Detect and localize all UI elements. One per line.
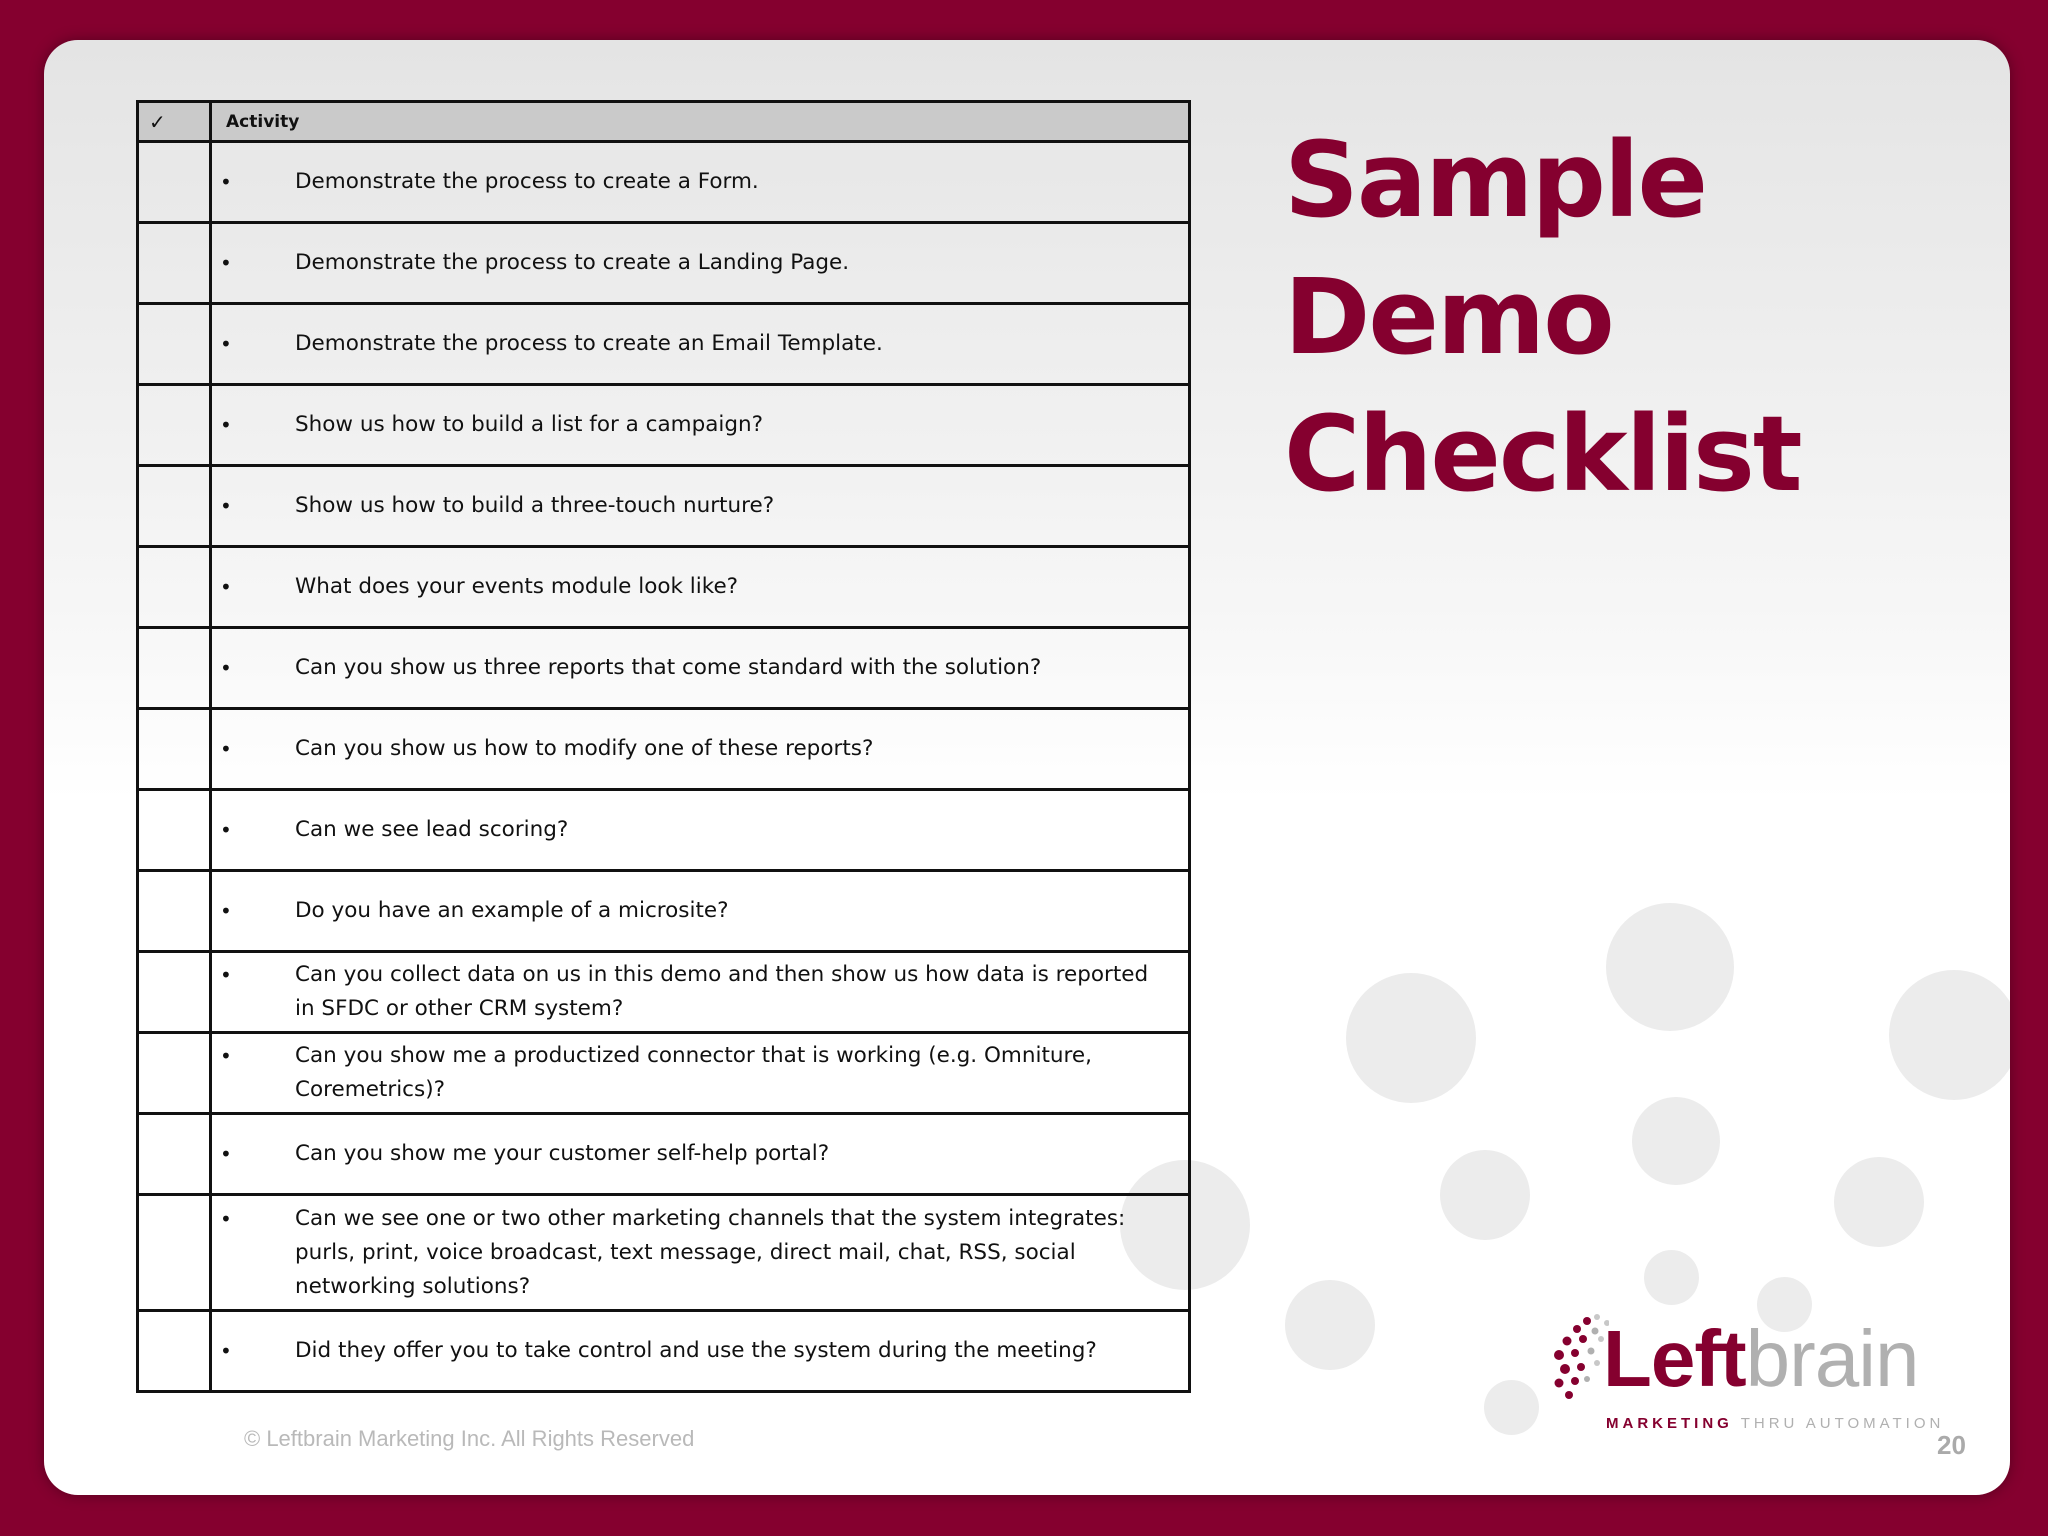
activity-text: Can we see one or two other marketing channels that the system integrates: purls, print, voice broadcast, text message, direct mail, chat, RSS, social networking solutions? bbox=[295, 1205, 1126, 1299]
bullet: • bbox=[220, 575, 232, 599]
leftbrain-logo bbox=[1549, 1305, 1945, 1475]
table-header-row bbox=[138, 102, 1190, 142]
decor-bubble bbox=[1834, 1157, 1924, 1247]
table-row bbox=[138, 304, 1190, 385]
checkbox-cell[interactable] bbox=[138, 385, 211, 466]
table-row bbox=[138, 547, 1190, 628]
bullet: • bbox=[220, 818, 232, 842]
bullet: • bbox=[220, 251, 232, 275]
logo-dots-icon bbox=[1549, 1305, 1609, 1415]
activity-text: Demonstrate the process to create a Landing Page. bbox=[295, 250, 850, 275]
activity-cell bbox=[211, 790, 1190, 871]
checkbox-cell[interactable] bbox=[138, 952, 211, 1033]
activity-text: Did they offer you to take control and use the system during the meeting? bbox=[295, 1338, 1097, 1363]
checkbox-cell[interactable] bbox=[138, 304, 211, 385]
table-row bbox=[138, 223, 1190, 304]
checkbox-cell[interactable] bbox=[138, 1114, 211, 1195]
table-row bbox=[138, 1114, 1190, 1195]
bullet: • bbox=[220, 656, 232, 680]
decor-bubble bbox=[1440, 1150, 1530, 1240]
slide bbox=[44, 40, 2010, 1495]
activity-cell bbox=[211, 871, 1190, 952]
activity-cell bbox=[211, 1195, 1190, 1311]
check-column-header: ✓ bbox=[138, 102, 211, 142]
decor-bubble bbox=[1285, 1280, 1375, 1370]
activity-text: Can you show me your customer self-help portal? bbox=[295, 1141, 830, 1166]
activity-cell bbox=[211, 304, 1190, 385]
copyright-text: © Leftbrain Marketing Inc. All Rights Reserved bbox=[244, 1426, 695, 1451]
activity-text: Can you show us how to modify one of these reports? bbox=[295, 736, 874, 761]
table-row bbox=[138, 385, 1190, 466]
slide-title bbox=[1284, 112, 1801, 523]
activity-column-header: Activity bbox=[211, 102, 1190, 142]
table-row bbox=[138, 871, 1190, 952]
table-row bbox=[138, 1195, 1190, 1311]
table-row bbox=[138, 1311, 1190, 1392]
decor-bubble bbox=[1889, 970, 2010, 1100]
table-row bbox=[138, 790, 1190, 871]
bullet: • bbox=[220, 963, 232, 987]
checkbox-cell[interactable] bbox=[138, 1195, 211, 1311]
activity-cell bbox=[211, 1033, 1190, 1114]
activity-cell bbox=[211, 142, 1190, 223]
table-row bbox=[138, 466, 1190, 547]
activity-text: Show us how to build a list for a campaign? bbox=[295, 412, 764, 437]
logo-tagline: MARKETING THRU AUTOMATION bbox=[1606, 1415, 1945, 1432]
bullet: • bbox=[220, 737, 232, 761]
bullet: • bbox=[220, 1044, 232, 1068]
table-row bbox=[138, 1033, 1190, 1114]
table-row bbox=[138, 142, 1190, 223]
activity-text: Demonstrate the process to create an Email Template. bbox=[295, 331, 883, 356]
decor-bubble bbox=[1484, 1380, 1539, 1435]
decor-bubble bbox=[1606, 903, 1734, 1031]
activity-cell bbox=[211, 466, 1190, 547]
decor-bubble bbox=[1346, 973, 1476, 1103]
bullet: • bbox=[220, 1142, 232, 1166]
checkbox-cell[interactable] bbox=[138, 466, 211, 547]
activity-text: Demonstrate the process to create a Form. bbox=[295, 169, 759, 194]
checkbox-cell[interactable] bbox=[138, 790, 211, 871]
title-line: Checklist bbox=[1284, 393, 1801, 515]
bullet: • bbox=[220, 332, 232, 356]
decor-bubble bbox=[1632, 1097, 1720, 1185]
checkbox-cell[interactable] bbox=[138, 871, 211, 952]
checklist-table bbox=[136, 100, 1191, 1393]
checkbox-cell[interactable] bbox=[138, 1033, 211, 1114]
activity-cell bbox=[211, 1114, 1190, 1195]
activity-cell bbox=[211, 547, 1190, 628]
checkbox-cell[interactable] bbox=[138, 142, 211, 223]
table-row bbox=[138, 952, 1190, 1033]
table-row bbox=[138, 709, 1190, 790]
checkbox-cell[interactable] bbox=[138, 628, 211, 709]
activity-cell bbox=[211, 1311, 1190, 1392]
title-line: Sample bbox=[1284, 119, 1707, 241]
checkbox-cell[interactable] bbox=[138, 709, 211, 790]
activity-text: What does your events module look like? bbox=[295, 574, 739, 599]
activity-cell bbox=[211, 709, 1190, 790]
activity-text: Can we see lead scoring? bbox=[295, 817, 569, 842]
activity-text: Can you show us three reports that come standard with the solution? bbox=[295, 655, 1042, 680]
activity-cell bbox=[211, 952, 1190, 1033]
activity-text: Can you collect data on us in this demo and then show us how data is reported in SFDC or other CRM system? bbox=[295, 962, 1149, 1021]
bullet: • bbox=[220, 899, 232, 923]
bullet: • bbox=[220, 1339, 232, 1363]
logo-wordmark: Leftbrain bbox=[1603, 1314, 1919, 1403]
title-line: Demo bbox=[1284, 256, 1613, 378]
bullet: • bbox=[220, 1206, 232, 1231]
bullet: • bbox=[220, 170, 232, 194]
activity-text: Do you have an example of a microsite? bbox=[295, 898, 729, 923]
activity-text: Can you show me a productized connector that is working (e.g. Omniture, Coremetrics)? bbox=[295, 1043, 1092, 1102]
bullet: • bbox=[220, 413, 232, 437]
checkbox-cell[interactable] bbox=[138, 1311, 211, 1392]
page-number: 20 bbox=[1937, 1430, 1966, 1460]
activity-cell bbox=[211, 628, 1190, 709]
checkbox-cell[interactable] bbox=[138, 223, 211, 304]
decor-bubble bbox=[1644, 1250, 1699, 1305]
bullet: • bbox=[220, 494, 232, 518]
activity-text: Show us how to build a three-touch nurture? bbox=[295, 493, 775, 518]
checkbox-cell[interactable] bbox=[138, 547, 211, 628]
table-row bbox=[138, 628, 1190, 709]
activity-cell bbox=[211, 385, 1190, 466]
activity-cell bbox=[211, 223, 1190, 304]
